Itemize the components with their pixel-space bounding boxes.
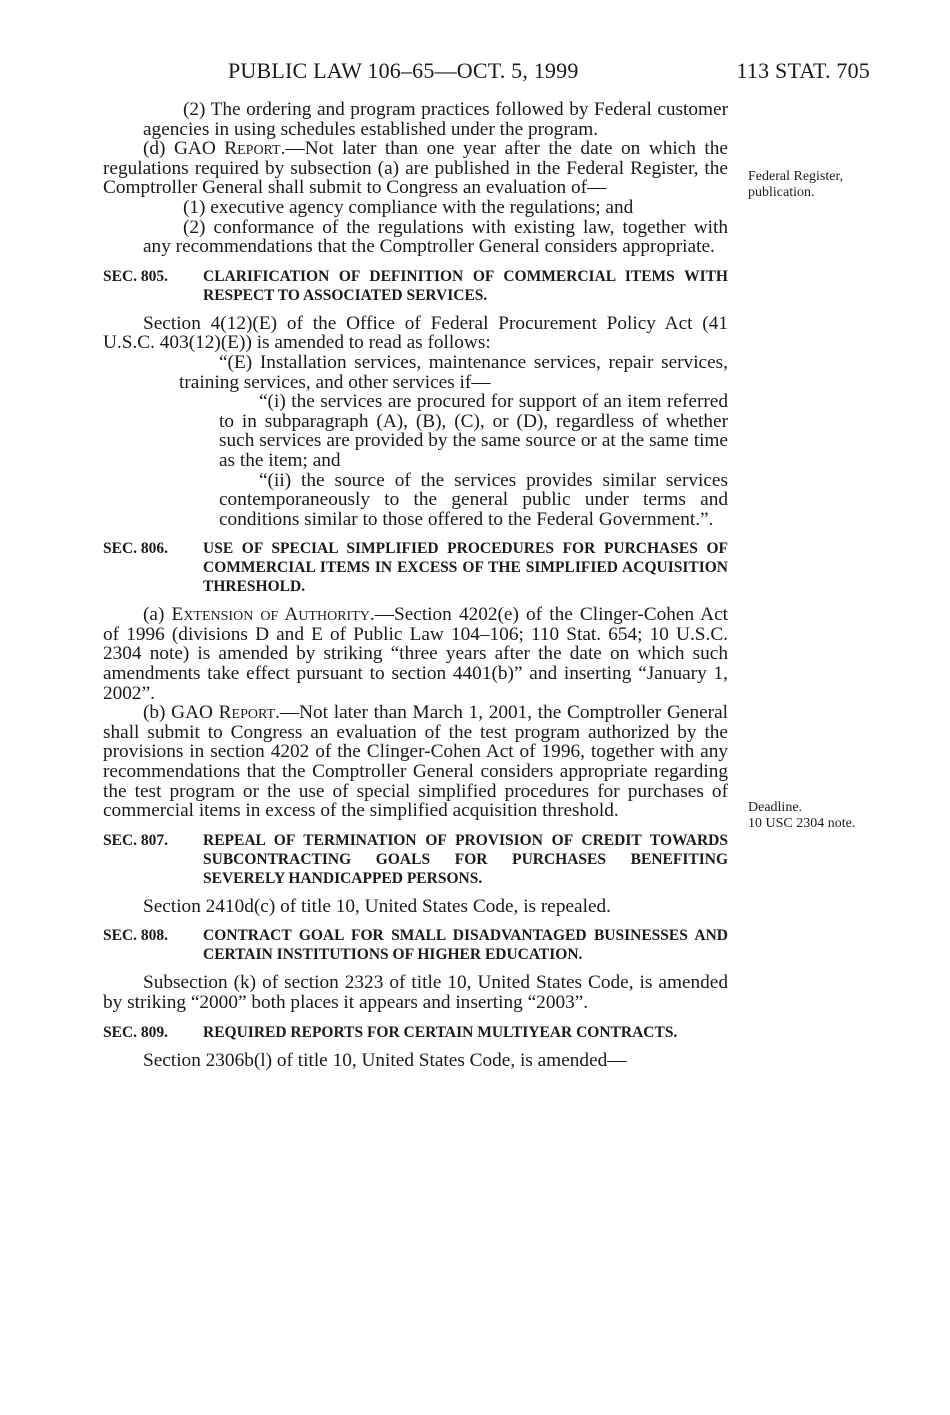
section-806-a: (a) Extension of Authority.—Section 4202(e) of the Clinger-Cohen Act of 1996 (divisions D and E of Public Law 104–106; 110 Stat. 654; 10 U.S.C. 2304 note) is amended by striking “three years after the date on which such amendments take effect pursuant to section 4401(b)” and inserting “January 1, 2002”. bbox=[103, 604, 729, 704]
margin-note-deadline-label: Deadline. bbox=[748, 800, 803, 815]
header-title: PUBLIC LAW 106–65—OCT. 5, 1999 bbox=[228, 58, 579, 83]
section-807-text: Section 2410d(c) of title 10, United States Code, is repealed. bbox=[143, 895, 611, 917]
section-heading-808: SEC. 808. CONTRACT GOAL FOR SMALL DISADVANTAGED BUSINESSES AND CERTAIN INSTITUTIONS OF HIGHER EDUCATION. bbox=[103, 927, 728, 964]
page-number: 113 STAT. 705 bbox=[736, 58, 870, 83]
paragraph-c2: (2) The ordering and program practices followed by Federal customer agencies in using schedules established under the program. bbox=[143, 99, 728, 140]
section-806-b: (b) GAO Report.—Not later than March 1, 2001, the Comptroller General shall submit to Congress an evaluation of the test program authorized by the provisions in section 4202 of the Clinger-Cohen Act of 1996, together with any recommendations that the Comptroller General considers appropriate regarding the test program or the use of special simplified procedures for purchases of commercial items in excess of the simplified acquisition threshold. bbox=[103, 702, 728, 822]
section-805-quote-e: “(E) Installation services, maintenance services, repair services, training services, and other services if— bbox=[179, 351, 728, 393]
section-heading-806: SEC. 806. USE OF SPECIAL SIMPLIFIED PROCEDURES FOR PURCHASES OF COMMERCIAL ITEMS IN EXCESS OF THE SIMPLIFIED ACQUISITION THRESHOLD. bbox=[103, 540, 728, 596]
margin-note-deadline bbox=[748, 800, 868, 832]
paragraph-d2: (2) conformance of the regulations with existing law, together with any recommendations that the Comptroller General considers appropriate. bbox=[143, 216, 728, 258]
section-heading-807: SEC. 807. REPEAL OF TERMINATION OF PROVISION OF CREDIT TOWARDS SUBCONTRACTING GOALS FOR PURCHASES BENEFITING SEVERELY HANDICAPPED PERSONS. bbox=[103, 831, 728, 887]
section-805-text: Section 4(12)(E) of the Office of Federal Procurement Policy Act (41 U.S.C. 403(12)(E)) is amended to read as follows: bbox=[103, 312, 728, 354]
section-heading-805: SEC. 805. CLARIFICATION OF DEFINITION OF COMMERCIAL ITEMS WITH RESPECT TO ASSOCIATED SERVICES. bbox=[103, 267, 728, 304]
section-805-quote-ii: “(ii) the source of the services provides similar services contemporaneously to the general public under terms and conditions similar to those offered to the Federal Government.”. bbox=[219, 469, 728, 530]
section-808-text: Subsection (k) of section 2323 of title 10, United States Code, is amended by striking “2000” both places it appears and inserting “2003”. bbox=[103, 972, 728, 1013]
paragraph-d-gao-report: (d) GAO Report.—Not later than one year after the date on which the regulations required by subsection (a) are published in the Federal Register, the Comptroller General shall submit to Congress an evaluation of— bbox=[103, 138, 728, 199]
paragraph-d1: (1) executive agency compliance with the regulations; and bbox=[183, 196, 634, 218]
section-805-quote-i: “(i) the services are procured for support of an item referred to in subparagraph (A), (B), (C), or (D), regardless of whether such services are provided by the same source or at the same time as the item; and bbox=[219, 391, 728, 471]
running-header bbox=[228, 58, 870, 88]
margin-note-federal-register: Federal Register, publication. bbox=[748, 169, 844, 200]
section-809-text: Section 2306b(l) of title 10, United States Code, is amended— bbox=[143, 1049, 627, 1071]
main-text-column bbox=[103, 100, 728, 1070]
section-heading-809: SEC. 809. REQUIRED REPORTS FOR CERTAIN MULTIYEAR CONTRACTS. bbox=[103, 1023, 678, 1041]
margin-note-usc: 10 USC 2304 note. bbox=[748, 816, 856, 831]
